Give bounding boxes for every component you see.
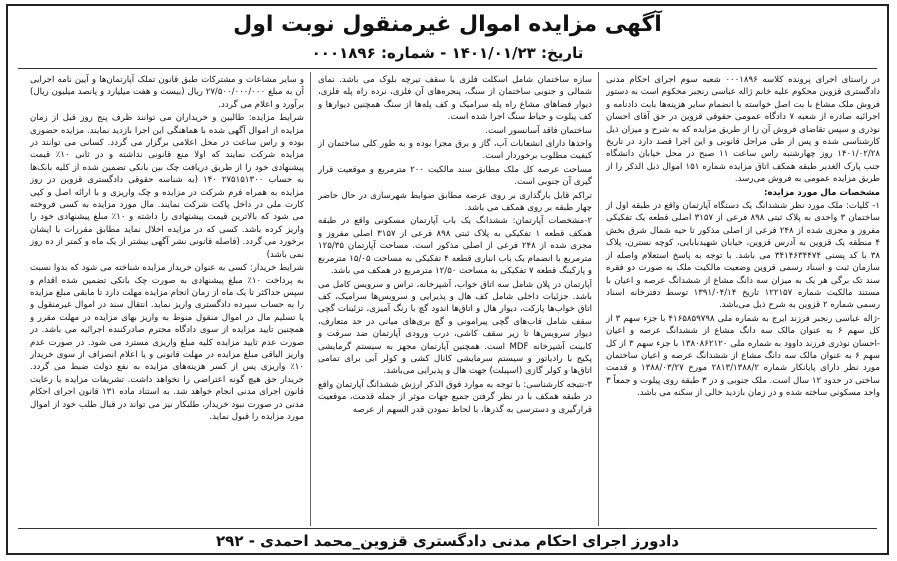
header-divider bbox=[18, 68, 877, 69]
paragraph: ۱- کلیات: ملک مورد نظر ششدانگ یک دستگاه آپارتمان واقع در طبقه اول از ساختمان ۳ واحدی به پلاک ثبتی ۸۹۸ فرعی از ۳۱۵۷ اصلی قطعه یک تفکیکی مفروز و مجزی شده از ۲۴۸ فرعی از اصلی مذکور تا حیه شمال شرق بخش ۴ منطقه یک قزوین به آدرس قزوین، خیابان شهیدبابایی، کوچه نسترن، پلاک ۳۸ با کد پستی ۳۴۱۴۶۳۴۴۷۴ می باشد. با توجه به پاسخ استعلام واصله از سازمان ثبت و اسناد رسمی قزوین وضعیت مالکیت ملک به صورت دو فقره سند تک برگی هر یک به میزان سه دانگ مشاع از ششدانگ عرصه و اعیان با مستند مالکیت شماره ۱۲۲۱۵۷ تاریخ ۱۳۹۱/۰۴/۱۴ توسط دفترخانه اسناد رسمی شماره ۲ قزوین به شرح ذیل می‌باشد. bbox=[606, 201, 880, 311]
paragraph: -ژاله عباسی رنجبر فرزند ایرج به شماره ملی ۴۱۶۵۸۵۹۷۹۸ با جزء سهم ۳ از کل سهم ۶ به عنوان مالک سه دانگ مشاع از ششدانگ عرصه و اعیان -احسان نوذری فرزند داوود به شماره ملی ۱۳۸۰۸۶۲۱۲۰ با جزء سهم ۳ از کل سهم ۶ به عنوان مالک سه دانگ مشاع از ششدانگ عرصه و اعیان ساختمان مورد نظر دارای پایانکار شماره ۲۸۱۳/۱۳۸۸/۲ مورخ ۱۳۸۸/۰۳/۲۷ و قدمت ساختی در حدود ۱۲ سال است. ملک جنوبی و در ۳ طبقه روی پیلوت و جمعاً ۳ واحد مسکونی ساخته شده و در زمان بازدید خالی از سکنه می باشد. bbox=[606, 313, 880, 399]
column-right bbox=[606, 74, 880, 524]
column-divider bbox=[310, 72, 311, 526]
footer-divider bbox=[18, 528, 877, 529]
notice-date-number: تاریخ: ۱۴۰۱/۰۱/۲۳ - شماره: ۰۰۰۱۸۹۶ bbox=[311, 44, 584, 62]
paragraph: ۲-مشخصات آپارتمان: ششدانگ یک باب آپارتمان مسکونی واقع در طبقه همکف قطعه ۱ تفکیکی به پلاک ثبتی ۸۹۸ فرعی از ۳۱۵۷ اصلی مفروز و مجزی شده از ۲۴۸ فرعی از اصلی مذکور است. مساحت آپارتمان ۱۲۵/۳۵ مترمربع با انضمام یک باب انباری قطعه ۴ تفکیکی به مساحت ۱۵/۰۵ مترمربع و پارکینگ قطعه ۷ تفکیکی به مساحت ۱۲/۵۰ مترمربع در همکف می باشد. bbox=[318, 216, 592, 277]
paragraph: آپارتمان در پلان شامل سه اتاق خواب، آشپزخانه، تراس و سرویس کامل می باشد. جزئیات داخلی شامل کف هال و پذیرایی و سرویس‌ها سرامیک، کف اتاق خواب‌ها پارکت، دیوار هال و اتاق‌ها اندود گچ با رنگ آمیزی، تزئینات گچی سقف شامل قاب‌های گچی پیرامونی و گچ بری‌های میانی در حد متعارف، دیوار سرویس‌ها تا زیر سقف کاشی، درب ورودی آپارتمان ضد سرقت و کابینت آشپزخانه MDF است. همچنین آپارتمان مجهز به سیستم گرمایشی پکیج با رادیاتور و سیستم سرمایشی کانال کشی و کولر آبی برای تمامی اتاق‌ها و کولر گازی (اسپیلت) جهت هال و پذیرایی می‌باشد. bbox=[318, 279, 592, 377]
paragraph: در راستای اجرای پرونده کلاسه ۰۰۰۱۸۹۶ شعبه سوم اجرای احکام مدنی دادگستری قزوین محکوم علیه خانم ژاله عباسی رنجبر محکوم است به دستور فروش ملک مشاع با بت اصل خواسته با انضمام سایر هزینه‌ها بابت دادنامه و اجرائیه صادره از شعبه ۷ دادگاه عمومی حقوقی قزوین در حق آقای احسان نوذری و سپس تقاضای فروش آن را از طریق مزایده که به شرح و میزان ذیل کارشناسی شده و پس از طی مراحل قانونی و این اجرا قصد دارد در تاریخ ۱۴۰۱/۰۲/۲۸ روز چهارشنبه راس ساعت ۱۱ صبح در محل خیابان دانشگاه جنب پارک الغدیر طبقه همکف اتاق مزایده شماره ۱۵۱ اموال ذیل الذکر را از طریق مزایده عمومی به فروش می‌رسد. bbox=[606, 75, 880, 185]
notice-title: آگهی مزایده اموال غیرمنقول نوبت اول bbox=[233, 12, 662, 37]
column-left bbox=[30, 74, 304, 524]
paragraph: و سایر مشاعات و مشترکات طبق قانون تملک آپارتمان‌ها و آیین نامه اجرایی آن به مبلغ ۲۷/۵۰۰/۰۰۰/۰۰۰ ریال (بیست و هفت میلیارد و پانصد میلیون ریال) برآورد و اعلام می گردد. bbox=[30, 75, 304, 110]
notice-signature: دادورز اجرای احکام مدنی دادگستری قزوین_محمد احمدی - ۲۹۲ bbox=[216, 532, 679, 550]
paragraph: واحدها دارای انشعابات آب، گاز و برق مجزا بوده و به طور کلی ساختمان از کیفیت مطلوب برخوردار است. bbox=[318, 139, 592, 162]
paragraph: شرایط خریدار: کسی به عنوان خریدار مزایده شناخته می شود که بدوا نسبت به پرداخت ۱۰٪ مبلغ پیشنهادی به صورت چک بانکی تضمین شده اقدام و سپس حداکثر تا یک ماه از زمان انجام مزایده مهلت دارد تا مابقی مبلغ مزایده را به حساب سپرده دادگستری واریز نماید. انتقال سند در اموال غیرمنقول و یا تسلیم مال در اموال منقول منوط به واریز بهای مزایده در مهلت مقرر و همچنین تایید مزایده از سوی دادگاه محترم صادرکننده اجرائیه می باشد. در صورت عدم تایید مزایده کلیه مبلغ واریزی مسترد می شود. در صورت عدم واریز الباقی مبلغ مزایده در مهلت قانونی و یا اعلام انصراف از سوی خریدار ۱۰٪ واریزی پس از کسر هزینه‌های مزایده به نفع دولت ضبط می گردد. خریدار حق هیچ گونه اعتراضی را نخواهد داشت. تشریفات مزایده با رعایت قانون اجرای مدنی انجام خواهد شد. به استناد ماده ۱۳۱ قانون اجرای احکام مدنی در صورت نبود خریدار، طلبکار نیز می تواند در قبال طلب خود از اموال مورد مزایده را قبول نماید. bbox=[30, 263, 304, 422]
paragraph: ۳-نتیجه کارشناسی: با توجه به موارد فوق الذکر ارزش ششدانگ آپارتمان واقع در طبقه همکف با در نظر گرفتن جمیع جهات موثر از جمله قدمت، موقعیت قرارگیری و دسترسی به گذرها، با لحاظ نمودن قدر السهم از عرصه bbox=[318, 379, 592, 415]
column-divider bbox=[598, 72, 599, 526]
section-heading: مشخصات مال مورد مزایده: bbox=[764, 187, 880, 198]
notice-frame bbox=[6, 4, 889, 555]
paragraph: شرایط مزایده: طالبین و خریداران می توانند ظرف پنج روز قبل از زمان مزایده از اموال آگهی شده با هماهنگی این اجرا بازدید نمایند. مزایده حضوری بوده و راس ساعت در محل اعلامی برگزار می گردد. کسانی می توانند در مزایده شرکت نمایند که اولا منع قانونی نداشته و در ثانی ۱۰٪ قیمت پیشنهادی خود را از طریق دریافت چک بین بانکی تضمین شده از کلیه بانک‌ها به حساب ۲۷۵۱۵۱۳۰۰ ۱۴۰ (به شناسه حقوقی دادگستری قزوین در روز مزایده به همراه فرم شرکت در مزایده و چک واریزی و با ارائه اصل و کپی کارت ملی در داخل پاکت شرکت نمایند. مال مورد مزایده به کسی فروخته می شود که بالاترین قیمت پیشنهادی را داشته و ۱۰٪ مبلغ پیشنهادی خود را واریز کرده باشد. کسی که در مزایده اخلال نماید مطابق مقررات با ایشان برخورد می گردد. (فاصله قانونی نشر آگهی بیشتر از یک ماه و کمتر از ده روز نمی باشد) bbox=[30, 113, 304, 260]
paragraph: سازه ساختمان شامل اسکلت فلزی با سقف تیرچه بلوک می باشد. نمای شمالی و جنوبی ساختمان از سنگ، پنجره‌های آن فلزی، نرده راه پله فلزی، دیوار فضاهای مشاع راه پله سرامیک و کف پله‌ها از سنگ همچنین دیوارها و کف پیلوت و حیاط سنگ اجرا شده است. bbox=[318, 75, 592, 123]
paragraph: تراکم قابل بارگذاری بر روی عرصه مطابق ضوابط شهرسازی در حال حاضر چهار طبقه بر روی همکف می باشد. bbox=[318, 190, 592, 214]
paragraph: ساختمان فاقد آسانسور است. bbox=[485, 125, 592, 136]
paragraph: مساحت عرصه کل ملک مطابق سند مالکیت ۲۰۰ مترمربع و موقعیت قرار گیری آن جنوبی است. bbox=[318, 164, 592, 188]
column-middle bbox=[318, 74, 592, 524]
